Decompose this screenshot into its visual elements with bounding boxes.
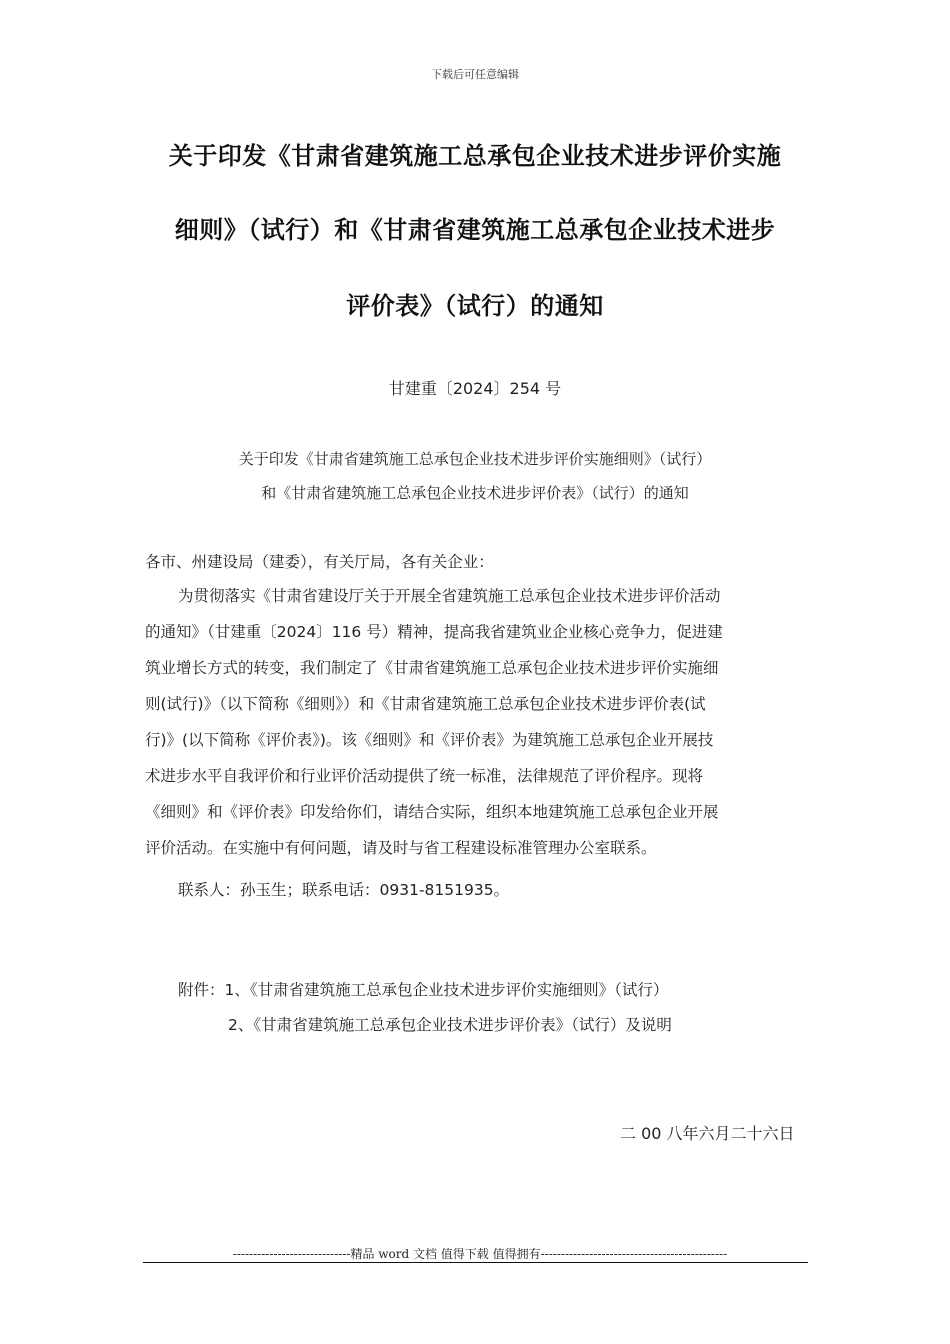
subtitle-line-2: 和《甘肃省建筑施工总承包企业技术进步评价表》（试行）的通知 — [261, 484, 689, 502]
body-line: 术进步水平自我评价和行业评价活动提供了统一标准，法律规范了评价程序。现将 — [145, 767, 704, 785]
body-line: 行)》(以下简称《评价表》)。该《细则》和《评价表》为建筑施工总承包企业开展技 — [145, 731, 714, 749]
footer-divider — [143, 1262, 808, 1263]
body-line: 筑业增长方式的转变，我们制定了《甘肃省建筑施工总承包企业技术进步评价实施细 — [145, 659, 719, 677]
title-line-1: 关于印发《甘肃省建筑施工总承包企业技术进步评价实施 — [168, 142, 782, 170]
salutation: 各市、州建设局（建委），有关厅局，各有关企业： — [145, 553, 494, 571]
body-paragraph — [145, 578, 810, 866]
body-line: 则(试行)》（以下简称《细则》）和《甘肃省建筑施工总承包企业技术进步评价表(试 — [145, 695, 706, 713]
body-line: 《细则》和《评价表》印发给你们，请结合实际，组织本地建筑施工总承包企业开展 — [145, 803, 719, 821]
title-line-2: 细则》（试行）和《甘肃省建筑施工总承包企业技术进步 — [174, 216, 776, 244]
contact-line: 联系人：孙玉生；联系电话：0931-8151935。 — [178, 881, 510, 899]
footer-note: -----------------------------精品 word 文档 值得下载 值得拥有---------------------------------------------- — [232, 1247, 728, 1261]
attachment-1: 附件：1、《甘肃省建筑施工总承包企业技术进步评价实施细则》（试行） — [178, 981, 669, 999]
title-line-3: 评价表》（试行）的通知 — [346, 292, 604, 320]
attachment-2: 2、《甘肃省建筑施工总承包企业技术进步评价表》（试行）及说明 — [228, 1016, 672, 1034]
header-note: 下载后可任意编辑 — [431, 68, 519, 81]
subtitle-line-1: 关于印发《甘肃省建筑施工总承包企业技术进步评价实施细则》（试行） — [238, 450, 712, 468]
body-line: 评价活动。在实施中有何问题，请及时与省工程建设标准管理办公室联系。 — [145, 839, 657, 857]
body-line: 为贯彻落实《甘肃省建设厅关于开展全省建筑施工总承包企业技术进步评价活动 — [178, 587, 721, 605]
document-number: 甘建重〔2024〕254 号 — [388, 379, 562, 398]
issue-date: 二 00 八年六月二十六日 — [620, 1124, 795, 1143]
body-line: 的通知》（甘建重〔2024〕116 号）精神，提高我省建筑业企业核心竞争力，促进建 — [145, 623, 723, 641]
